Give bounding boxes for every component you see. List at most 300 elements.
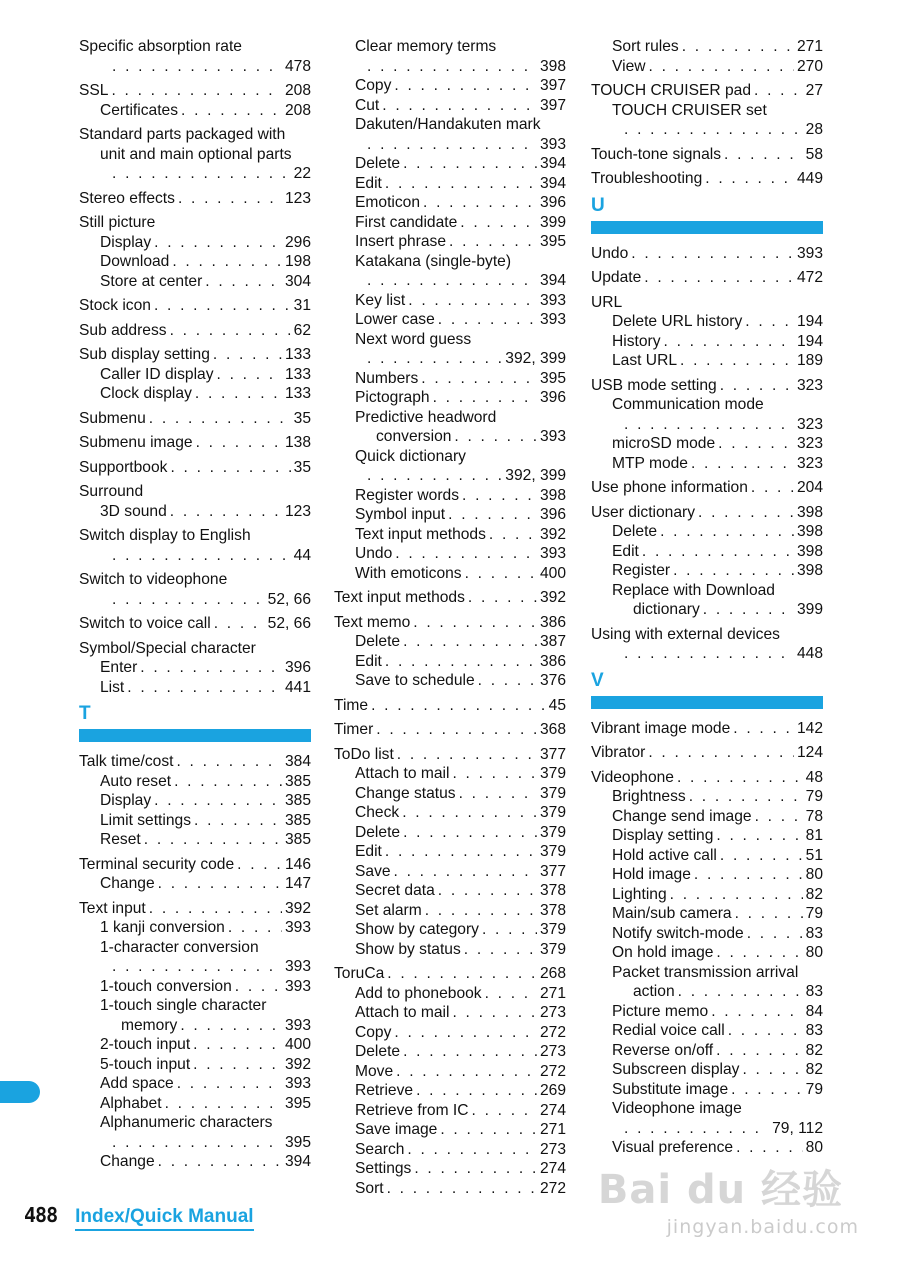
dot-leader	[735, 904, 803, 924]
page-reference[interactable]: 441	[284, 678, 311, 696]
index-subentry	[334, 901, 566, 921]
section-title-link[interactable]: Index/Quick Manual	[75, 1206, 253, 1231]
page-reference[interactable]: 392	[284, 899, 311, 917]
page-reference[interactable]: 83	[805, 1022, 823, 1039]
page-reference[interactable]: 392	[284, 1055, 311, 1073]
index-subentry	[591, 57, 823, 77]
page-reference[interactable]: 147	[284, 875, 311, 892]
index-term-line	[79, 458, 311, 478]
index-entry	[591, 768, 823, 1158]
page-reference[interactable]: 396	[539, 389, 566, 406]
page-reference[interactable]: 79, 112	[772, 1119, 823, 1137]
index-entry	[334, 720, 566, 740]
index-term-line	[591, 169, 823, 189]
page-reference[interactable]: 274	[539, 1101, 566, 1119]
index-subentry	[591, 522, 823, 542]
index-term: Certificates	[100, 101, 178, 119]
dot-leader	[403, 154, 537, 174]
page-reference[interactable]: 385	[284, 811, 311, 829]
page-reference[interactable]: 394	[539, 174, 566, 192]
dot-leader	[689, 787, 803, 807]
page-reference[interactable]: 58	[805, 145, 823, 163]
index-term: Edit	[355, 843, 382, 860]
page-reference[interactable]: 189	[796, 352, 823, 369]
index-term: Display	[100, 233, 152, 251]
page-reference[interactable]: 35	[293, 458, 311, 476]
watermark-logo: Bai du 经验	[597, 1167, 843, 1213]
page-reference[interactable]: 81	[805, 827, 823, 844]
page-reference[interactable]: 80	[805, 944, 823, 961]
index-term-line	[334, 588, 566, 608]
index-subentry: Next word guess	[355, 330, 472, 348]
page-reference[interactable]: 79	[805, 1080, 823, 1098]
index-term: conversion	[376, 428, 452, 445]
dot-leader	[724, 145, 803, 165]
index-term-line	[79, 409, 311, 429]
index-term: Lighting	[612, 885, 667, 903]
dot-leader	[459, 784, 537, 804]
index-term: Edit	[612, 542, 639, 560]
page-reference[interactable]: 78	[805, 807, 823, 825]
index-term-line	[79, 164, 311, 184]
page-reference[interactable]: 393	[539, 135, 566, 153]
index-subentry	[334, 1003, 566, 1023]
index-term: Use phone information	[591, 479, 748, 496]
index-subentry	[334, 564, 566, 584]
page-reference[interactable]: 268	[539, 965, 566, 982]
dot-leader	[403, 1042, 537, 1062]
page-reference[interactable]: 394	[539, 272, 566, 289]
index-term: Store at center	[100, 272, 203, 290]
index-term: ToDo list	[334, 745, 394, 763]
page-reference[interactable]: 62	[293, 321, 311, 339]
page-reference[interactable]: 79	[805, 788, 823, 805]
index-subentry	[334, 842, 566, 862]
page-reference[interactable]: 44	[293, 546, 311, 564]
index-subentry	[591, 807, 823, 827]
page-reference[interactable]: 133	[284, 346, 311, 363]
page-reference[interactable]: 399	[539, 213, 566, 231]
page-reference[interactable]: 123	[284, 189, 311, 207]
index-term: Add space	[100, 1075, 174, 1092]
dot-leader	[460, 213, 537, 233]
page-reference[interactable]: 379	[539, 804, 566, 821]
page-reference[interactable]: 395	[539, 369, 566, 387]
page-reference[interactable]: 142	[796, 719, 823, 737]
page-reference[interactable]: 386	[539, 613, 566, 631]
index-subentry	[334, 1140, 566, 1160]
index-term-line: Symbol/Special character	[79, 639, 256, 657]
page-reference[interactable]: 271	[539, 1121, 566, 1138]
dot-leader	[624, 415, 794, 435]
dot-leader	[403, 632, 537, 652]
page-reference[interactable]: 194	[796, 332, 823, 350]
index-term-line	[591, 268, 823, 288]
page-reference[interactable]: 385	[284, 831, 311, 848]
dot-leader	[408, 291, 537, 311]
page-reference[interactable]: 396	[284, 659, 311, 676]
page-reference[interactable]: 269	[539, 1082, 566, 1099]
index-subentry	[334, 96, 566, 116]
dot-leader	[711, 1002, 802, 1022]
index-term: List	[100, 678, 125, 696]
page-reference[interactable]: 208	[284, 101, 311, 119]
index-term: Delete	[355, 155, 401, 172]
dot-leader	[482, 920, 537, 940]
index-term-line	[79, 296, 311, 316]
page-reference[interactable]: 377	[539, 745, 566, 763]
page-reference[interactable]: 323	[796, 415, 823, 433]
dot-leader	[397, 745, 537, 765]
index-term: Add to phonebook	[355, 984, 482, 1002]
page-reference[interactable]: 28	[805, 121, 823, 138]
index-subentry	[79, 678, 311, 698]
page-reference[interactable]: 31	[293, 297, 311, 314]
dot-leader	[181, 101, 282, 121]
index-term-line	[334, 349, 566, 369]
index-subentry	[334, 1023, 566, 1043]
dot-leader	[454, 427, 537, 447]
dot-leader	[670, 885, 803, 905]
index-term: Reset	[100, 831, 141, 848]
index-term-line	[591, 120, 823, 140]
page-reference[interactable]: 123	[284, 502, 311, 520]
index-term: Auto reset	[100, 772, 172, 790]
index-subentry	[591, 826, 823, 846]
page-reference[interactable]: 393	[284, 958, 311, 975]
page-reference[interactable]: 133	[284, 385, 311, 402]
dot-leader	[468, 588, 537, 608]
page-reference[interactable]: 392, 399	[505, 467, 566, 484]
dot-leader	[193, 1035, 282, 1055]
page-reference[interactable]: 393	[284, 977, 311, 995]
index-term-line	[334, 466, 566, 486]
dot-leader	[624, 1119, 769, 1139]
page-reference[interactable]: 384	[284, 753, 311, 770]
page-reference[interactable]: 368	[539, 721, 566, 738]
index-term: Vibrant image mode	[591, 719, 731, 737]
index-term: Clock display	[100, 385, 192, 402]
index-term-line	[591, 478, 823, 498]
index-term: Stereo effects	[79, 189, 175, 207]
index-term: action	[633, 983, 675, 1000]
page-reference[interactable]: 398	[796, 503, 823, 521]
dot-leader	[387, 1179, 537, 1199]
page-reference[interactable]: 273	[539, 1004, 566, 1021]
page-reference[interactable]: 385	[284, 772, 311, 790]
index-term-line	[334, 613, 566, 633]
dot-leader	[140, 658, 282, 678]
page-reference[interactable]: 396	[539, 506, 566, 523]
page-reference[interactable]: 271	[539, 984, 566, 1002]
dot-leader	[452, 1003, 537, 1023]
page-reference[interactable]: 478	[284, 57, 311, 75]
page-reference[interactable]: 271	[796, 38, 823, 55]
dot-leader	[154, 296, 291, 316]
page-reference[interactable]: 208	[284, 82, 311, 99]
page-reference[interactable]: 272	[539, 1179, 566, 1197]
index-subentry	[334, 803, 566, 823]
index-term: Terminal security code	[79, 855, 235, 873]
page-reference[interactable]: 392, 399	[505, 350, 566, 367]
page-reference[interactable]: 146	[284, 855, 311, 873]
page-reference[interactable]: 395	[284, 1094, 311, 1112]
page-reference[interactable]: 393	[539, 291, 566, 309]
dot-leader	[387, 964, 537, 984]
dot-leader	[394, 862, 537, 882]
index-term-line	[334, 271, 566, 291]
page-reference[interactable]: 83	[805, 924, 823, 942]
index-term: Supportbook	[79, 458, 168, 476]
index-subentry	[334, 213, 566, 233]
page-reference[interactable]: 394	[284, 1153, 311, 1170]
page-reference[interactable]: 378	[539, 901, 566, 919]
page-reference[interactable]: 138	[284, 434, 311, 451]
index-term: Notify switch-mode	[612, 924, 744, 942]
index-term: Search	[355, 1140, 405, 1158]
page-reference[interactable]: 386	[539, 652, 566, 670]
index-entry	[591, 244, 823, 264]
page-reference[interactable]: 133	[284, 365, 311, 383]
section-divider-bar	[79, 729, 311, 742]
index-term: USB mode setting	[591, 376, 717, 394]
index-term: Change status	[355, 784, 456, 802]
page-reference[interactable]: 392	[539, 525, 566, 543]
dot-leader	[423, 193, 537, 213]
page-reference[interactable]: 385	[284, 792, 311, 809]
page-reference[interactable]: 304	[284, 272, 311, 290]
page-reference[interactable]: 379	[539, 940, 566, 958]
dot-leader	[648, 743, 794, 763]
index-term: Change	[100, 1153, 155, 1170]
page-reference[interactable]: 387	[539, 633, 566, 650]
page-reference[interactable]: 35	[293, 409, 311, 427]
dot-leader	[462, 486, 537, 506]
index-term-line	[591, 244, 823, 264]
dot-leader	[394, 76, 537, 96]
dot-leader	[170, 502, 282, 522]
page-reference[interactable]: 400	[284, 1036, 311, 1053]
index-entry	[334, 745, 566, 960]
page-reference[interactable]: 323	[796, 376, 823, 394]
index-term: Retrieve from IC	[355, 1101, 469, 1119]
index-term: Emoticon	[355, 194, 421, 211]
index-subentry	[591, 865, 823, 885]
page-reference[interactable]: 273	[539, 1043, 566, 1060]
index-entry	[591, 503, 823, 620]
dot-leader	[472, 1101, 537, 1121]
index-term-line	[79, 957, 311, 977]
index-subentry	[591, 1138, 823, 1158]
index-subentry	[591, 1060, 823, 1080]
index-term-line	[79, 546, 311, 566]
index-term: 1 kanji conversion	[100, 919, 225, 936]
index-subentry	[591, 885, 823, 905]
dot-leader	[644, 268, 794, 288]
page-reference[interactable]: 393	[796, 244, 823, 262]
index-subentry	[591, 561, 823, 581]
page-reference[interactable]: 82	[805, 1041, 823, 1059]
index-term-line	[591, 719, 823, 739]
page-reference[interactable]: 272	[539, 1023, 566, 1041]
page-reference[interactable]: 393	[284, 1016, 311, 1034]
index-subentry	[334, 632, 566, 652]
page-reference[interactable]: 80	[805, 866, 823, 883]
index-subentry	[591, 982, 823, 1002]
index-term: Lower case	[355, 311, 435, 328]
index-term-line	[591, 1119, 823, 1139]
index-term: Main/sub camera	[612, 905, 732, 922]
page-reference[interactable]: 124	[796, 744, 823, 761]
page-reference[interactable]: 323	[796, 435, 823, 452]
page-reference[interactable]: 273	[539, 1140, 566, 1158]
index-subentry	[79, 791, 311, 811]
index-subentry	[79, 918, 311, 938]
dot-leader	[433, 388, 537, 408]
page-reference[interactable]: 393	[539, 428, 566, 445]
index-term: 1-touch conversion	[100, 977, 232, 995]
index-subentry	[591, 332, 823, 352]
index-subentry	[591, 787, 823, 807]
page-reference[interactable]: 379	[539, 843, 566, 860]
page-reference[interactable]: 393	[284, 1075, 311, 1092]
page-reference[interactable]: 194	[796, 313, 823, 330]
page-reference[interactable]: 449	[796, 170, 823, 187]
index-term: Pictograph	[355, 389, 430, 406]
page-reference[interactable]: 395	[284, 1133, 311, 1151]
index-entry	[591, 625, 823, 664]
page-reference[interactable]: 52, 66	[267, 615, 311, 632]
section-letter: V	[591, 669, 604, 691]
page-reference[interactable]: 27	[805, 82, 823, 99]
index-subentry	[334, 920, 566, 940]
index-subentry	[334, 76, 566, 96]
page-reference[interactable]: 472	[796, 269, 823, 286]
dot-leader	[112, 957, 282, 977]
page-reference[interactable]: 84	[805, 1002, 823, 1020]
page-reference[interactable]: 82	[805, 885, 823, 903]
page-reference[interactable]: 397	[539, 77, 566, 94]
page-reference[interactable]: 378	[539, 882, 566, 899]
index-term: SSL	[79, 82, 109, 99]
index-term: Undo	[591, 244, 629, 262]
page-reference[interactable]: 270	[796, 57, 823, 75]
page-reference[interactable]: 272	[539, 1062, 566, 1080]
page-reference[interactable]: 323	[796, 454, 823, 472]
page-reference[interactable]: 393	[539, 311, 566, 328]
page-reference[interactable]: 397	[539, 96, 566, 114]
index-column-2	[334, 37, 566, 1203]
page-reference[interactable]: 79	[805, 905, 823, 922]
page-reference[interactable]: 379	[539, 823, 566, 841]
page-reference[interactable]: 379	[539, 921, 566, 938]
dot-leader	[217, 365, 282, 385]
index-entry	[591, 376, 823, 474]
index-term: 2-touch input	[100, 1036, 191, 1053]
page-reference[interactable]: 296	[284, 233, 311, 251]
page-reference[interactable]: 83	[805, 983, 823, 1000]
page-reference[interactable]: 398	[539, 486, 566, 504]
page-reference[interactable]: 22	[293, 165, 311, 182]
index-entry	[334, 964, 566, 1198]
page-reference[interactable]: 204	[796, 479, 823, 496]
page-reference[interactable]: 398	[796, 523, 823, 540]
index-term: Edit	[355, 174, 382, 192]
dot-leader	[112, 546, 291, 566]
index-term-line	[591, 81, 823, 101]
page-reference[interactable]: 395	[539, 233, 566, 250]
dot-leader	[448, 505, 537, 525]
index-term: 5-touch input	[100, 1055, 191, 1073]
index-term-line: Standard parts packaged with	[79, 126, 286, 143]
page-reference[interactable]: 80	[805, 1139, 823, 1156]
page-reference[interactable]: 398	[796, 562, 823, 579]
dot-leader	[751, 478, 794, 498]
dot-leader	[376, 720, 537, 740]
index-subentry	[334, 1081, 566, 1101]
page-reference[interactable]: 392	[539, 589, 566, 606]
page-reference[interactable]: 48	[805, 768, 823, 786]
index-entry	[334, 696, 566, 716]
dot-leader	[170, 321, 291, 341]
index-subentry	[79, 272, 311, 292]
index-subentry	[334, 505, 566, 525]
page-reference[interactable]: 398	[539, 57, 566, 75]
dot-leader	[214, 614, 265, 634]
dot-leader	[716, 943, 802, 963]
page-reference[interactable]: 198	[284, 253, 311, 270]
page-reference[interactable]: 398	[796, 542, 823, 560]
dot-leader	[698, 503, 794, 523]
page-reference[interactable]: 393	[539, 545, 566, 562]
dot-leader	[112, 1133, 282, 1153]
page-number: 488	[24, 1203, 58, 1227]
page-reference[interactable]: 379	[539, 765, 566, 782]
index-term-line: Switch to videophone	[79, 571, 228, 588]
page-reference[interactable]: 82	[805, 1061, 823, 1078]
page-reference[interactable]: 399	[796, 601, 823, 618]
page-reference[interactable]: 400	[539, 564, 566, 582]
page-reference[interactable]: 377	[539, 862, 566, 880]
index-entry	[591, 37, 823, 76]
page-reference[interactable]: 51	[805, 846, 823, 864]
index-entry	[79, 37, 311, 76]
page-reference[interactable]: 396	[539, 194, 566, 211]
index-term: Set alarm	[355, 901, 422, 919]
page-reference[interactable]: 394	[539, 155, 566, 172]
index-term-line: Specific absorption rate	[79, 38, 242, 55]
index-term: Sort rules	[612, 38, 679, 55]
index-term-line	[334, 57, 566, 77]
dot-leader	[193, 1055, 282, 1075]
index-entry	[79, 296, 311, 316]
dot-leader	[624, 644, 794, 664]
dot-leader	[154, 791, 282, 811]
dot-leader	[736, 1138, 803, 1158]
page-reference[interactable]: 45	[548, 696, 566, 714]
page-reference[interactable]: 376	[539, 672, 566, 689]
page-reference[interactable]: 448	[796, 645, 823, 662]
page-reference[interactable]: 52, 66	[267, 590, 311, 608]
index-subentry	[79, 811, 311, 831]
dot-leader	[112, 57, 282, 77]
index-term: Display setting	[612, 827, 714, 844]
watermark-url: jingyan.baidu.com	[666, 1216, 859, 1238]
page-reference[interactable]: 274	[539, 1160, 566, 1177]
page-reference[interactable]: 393	[284, 919, 311, 936]
page-reference[interactable]: 379	[539, 784, 566, 802]
dot-leader	[413, 613, 537, 633]
